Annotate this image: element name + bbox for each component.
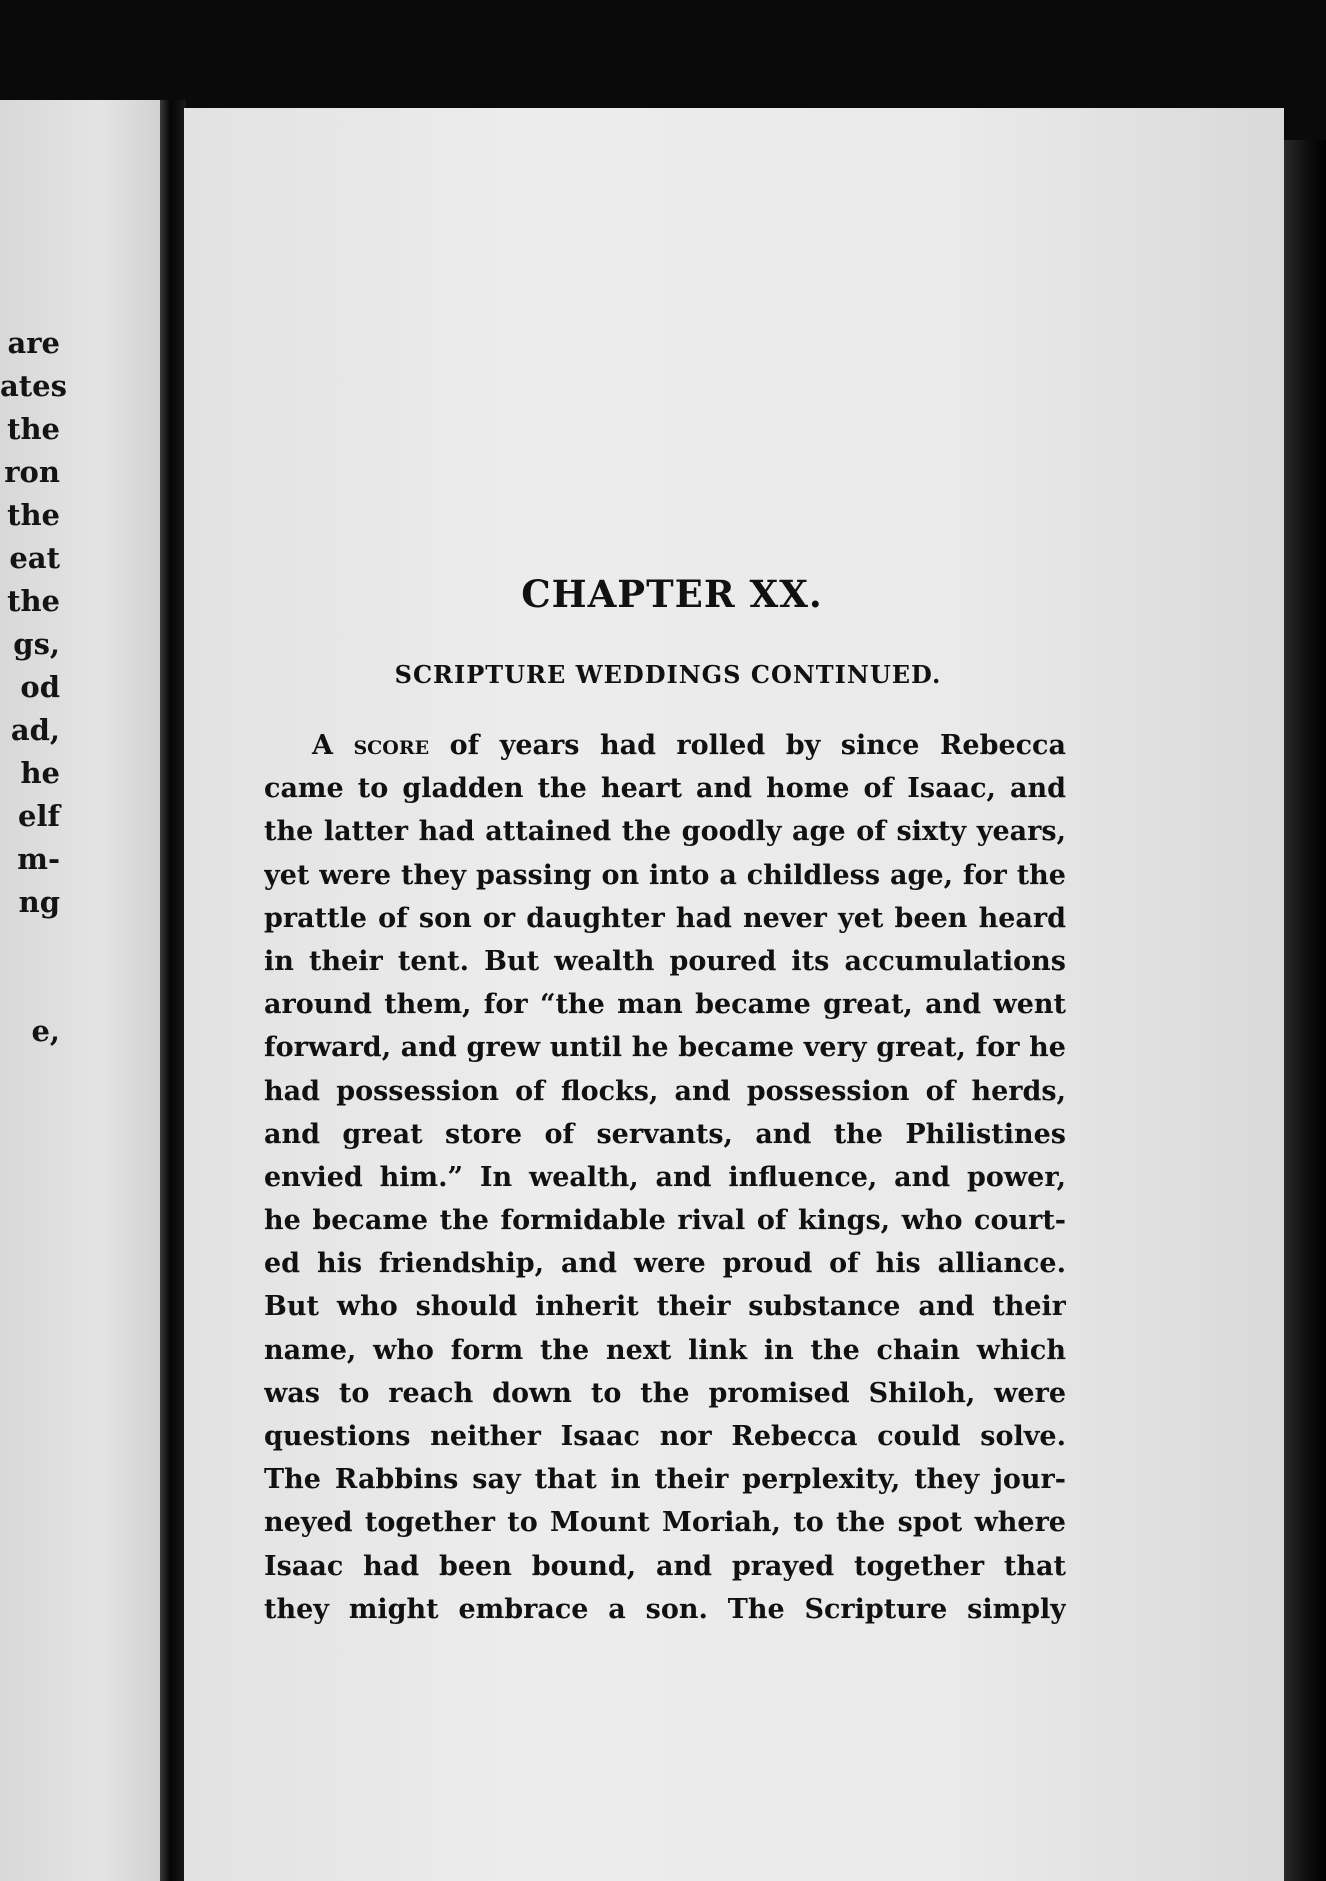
text-line: came to gladden the heart and home of Isaac, and	[264, 773, 1066, 805]
opening-small-caps: score	[353, 730, 430, 761]
text-line: The Rabbins say that in their perplexity, they jour-	[264, 1464, 1066, 1496]
left-fragment: eat	[9, 541, 60, 575]
book-gutter	[160, 100, 186, 1881]
chapter-body-text	[264, 724, 1066, 1631]
text-line: yet were they passing on into a childless age, for the	[264, 859, 1066, 891]
left-fragment: od	[20, 670, 60, 704]
text-line: Isaac had been bound, and prayed together that	[264, 1550, 1066, 1582]
left-fragment: the	[7, 584, 60, 618]
left-fragment: the	[7, 412, 60, 446]
text-line: the latter had attained the goodly age of sixty years,	[264, 816, 1066, 848]
left-fragment: m-	[17, 842, 60, 876]
left-fragment: ron	[4, 455, 60, 489]
text-line: name, who form the next link in the chain which	[264, 1334, 1066, 1366]
left-fragment: e,	[31, 1014, 60, 1048]
left-fragment: elf	[18, 799, 60, 833]
text-line: they might embrace a son. The Scripture simply	[264, 1593, 1066, 1625]
text-line: neyed together to Mount Moriah, to the spot where	[264, 1507, 1066, 1539]
text-line: had possession of flocks, and possession of herds,	[264, 1075, 1066, 1107]
text-line: forward, and grew until he became very great, for he	[264, 1032, 1066, 1064]
text-line: prattle of son or daughter had never yet been heard	[264, 902, 1066, 934]
left-fragment: the	[7, 498, 60, 532]
text-line: he became the formidable rival of kings, who court-	[264, 1205, 1066, 1237]
left-fragment: gs,	[13, 627, 60, 661]
text-line: envied him.” In wealth, and influence, and power,	[264, 1161, 1066, 1193]
text-line: was to reach down to the promised Shiloh, were	[264, 1377, 1066, 1409]
left-fragment-gap	[0, 924, 60, 1010]
page-edge-shadow	[1284, 140, 1326, 1881]
left-fragment: he	[20, 756, 60, 790]
left-fragment: ad,	[10, 713, 60, 747]
left-page-text-fragments	[0, 322, 67, 1053]
left-fragment: ng	[18, 885, 60, 919]
text-line: A score of years had rolled by since Rebecca	[312, 730, 1066, 761]
chapter-title: CHAPTER XX.	[521, 572, 823, 616]
left-fragment: are	[7, 326, 60, 360]
text-line: in their tent. But wealth poured its accumulations	[264, 945, 1066, 977]
text-line: But who should inherit their substance and their	[264, 1291, 1066, 1323]
text-line: and great store of servants, and the Philistines	[264, 1118, 1066, 1150]
text-line: ed his friendship, and were proud of his alliance.	[264, 1248, 1066, 1280]
chapter-subtitle: SCRIPTURE WEDDINGS CONTINUED.	[394, 660, 942, 689]
left-fragment: ates	[0, 369, 67, 403]
text-line: around them, for “the man became great, and went	[264, 989, 1066, 1021]
text-line: questions neither Isaac nor Rebecca could solve.	[264, 1421, 1066, 1452]
